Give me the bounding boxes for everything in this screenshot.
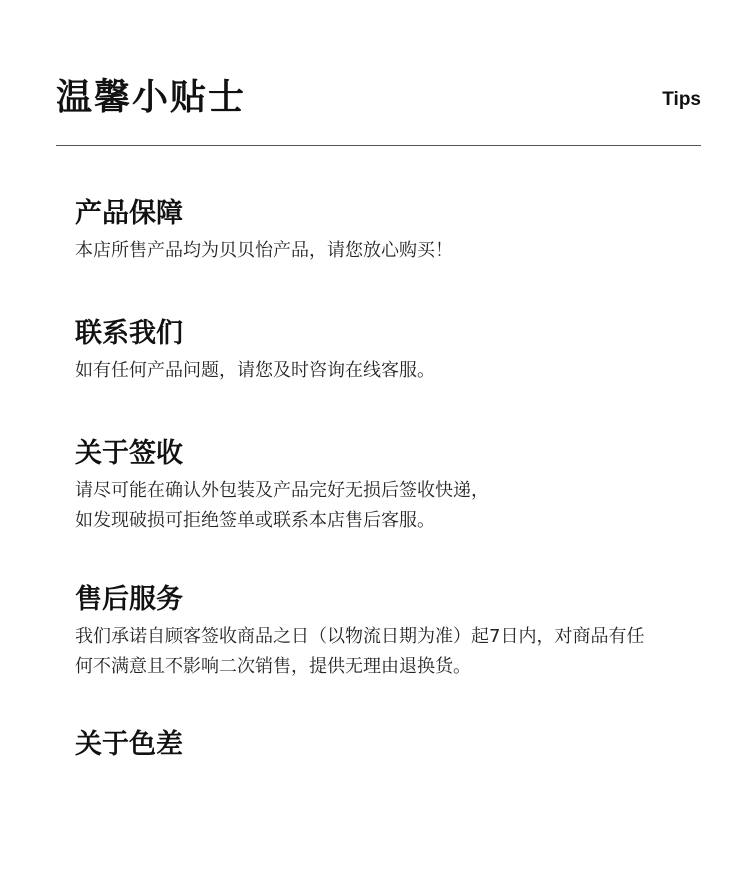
body-line: 请尽可能在确认外包装及产品完好无损后签收快递， — [75, 480, 489, 501]
section-title: 售后服务 — [75, 584, 183, 615]
section-title: 联系我们 — [75, 318, 183, 349]
tips-label: Tips — [662, 89, 701, 110]
section-product-guarantee — [75, 196, 690, 266]
header-divider — [56, 145, 701, 146]
section-body — [75, 476, 690, 536]
section-title: 产品保障 — [75, 198, 183, 229]
body-line: 我们承诺自顾客签收商品之日（以物流日期为准）起7日内，对商品有任 — [75, 626, 645, 647]
section-title: 关于签收 — [75, 438, 183, 469]
section-after-sales — [75, 582, 690, 682]
page-title: 温馨小贴士 — [56, 77, 247, 118]
body-line: 本店所售产品均为贝贝怡产品，请您放心购买！ — [75, 240, 453, 261]
section-body — [75, 622, 690, 682]
body-line: 如有任何产品问题，请您及时咨询在线客服。 — [75, 360, 435, 381]
section-color-difference — [75, 727, 690, 763]
section-title: 关于色差 — [75, 729, 183, 760]
section-about-signing — [75, 436, 690, 536]
section-body — [75, 356, 690, 386]
section-contact-us — [75, 316, 690, 386]
body-line: 何不满意且不影响二次销售，提供无理由退换货。 — [75, 656, 471, 677]
body-line: 如发现破损可拒绝签单或联系本店售后客服。 — [75, 510, 435, 531]
section-body — [75, 236, 690, 266]
page-header — [56, 72, 701, 124]
